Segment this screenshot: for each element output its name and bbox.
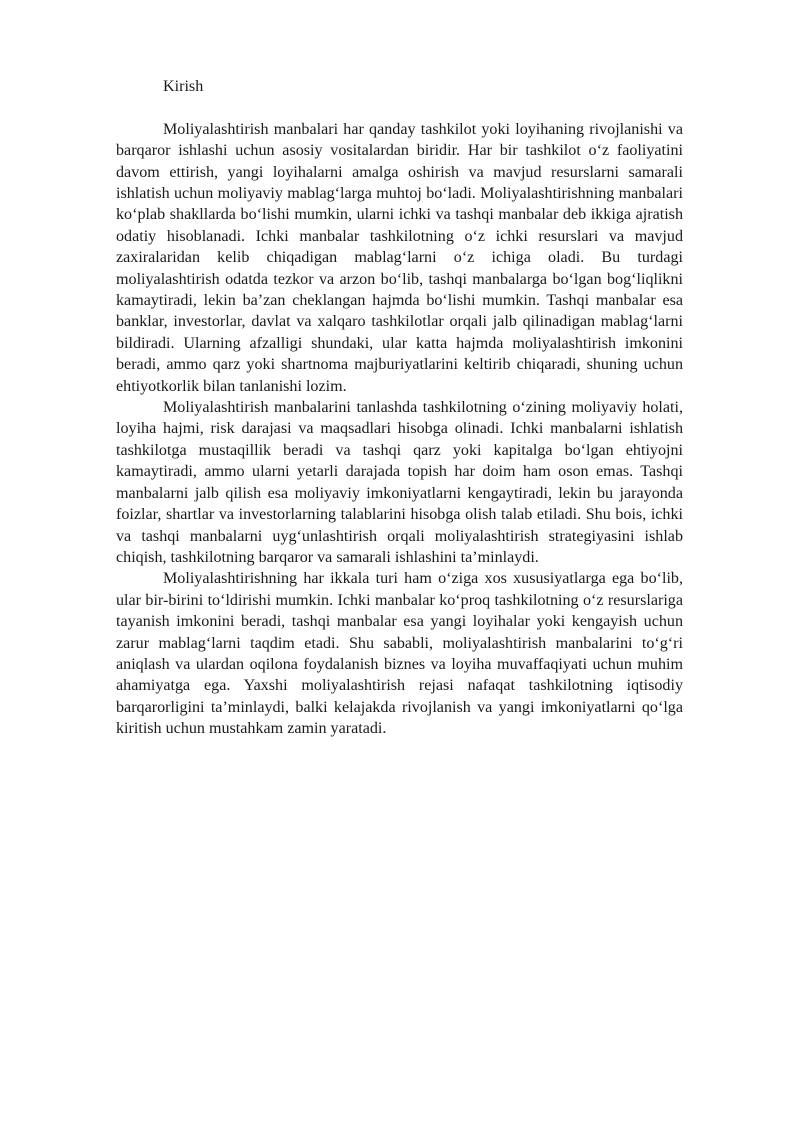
paragraph-1: Moliyalashtirish manbalari har qanday tashkilot yoki loyihaning rivojlanishi va barqaror ishlashi uchun asosiy vositalardan biridir. Har bir tashkilot o‘z faoliyatini davom ettirish, yangi loyihalarni amalga oshirish va mavjud resurslarni samarali ishlatish uchun moliyaviy mablag‘larga muhtoj bo‘ladi. Moliyalashtirishning manbalari ko‘plab shakllarda bo‘lishi mumkin, ularni ichki va tashqi manbalar deb ikkiga ajratish odatiy hisoblanadi. Ichki manbalar tashkilotning o‘z ichki resurslari va mavjud zaxiralaridan kelib chiqadigan mablag‘larni o‘z ichiga oladi. Bu turdagi moliyalashtirish odatda tezkor va arzon bo‘lib, tashqi manbalarga bo‘lgan bog‘liqlikni kamaytiradi, lekin ba’zan cheklangan hajmda bo‘lishi mumkin. Tashqi manbalar esa banklar, investorlar, davlat va xalqaro tashkilotlar orqali jalb qilinadigan mablag‘larni bildiradi. Ularning afzalligi shundaki, ular katta hajmda moliyalashtirish imkonini beradi, ammo qarz yoki shartnoma majburiyatlarini keltirib chiqaradi, shuning uchun ehtiyotkorlik bilan tanlanishi lozim. [116, 120, 683, 395]
section-heading: Kirish [163, 78, 204, 95]
paragraph-2: Moliyalashtirish manbalarini tanlashda tashkilotning o‘zining moliyaviy holati, loyiha hajmi, risk darajasi va maqsadlari hisobga olinadi. Ichki manbalarni ishlatish tashkilotga mustaqillik beradi va tashqi qarz yoki kapitalga bo‘lgan ehtiyojni kamaytiradi, ammo ularni yetarli darajada topish har doim ham oson emas. Tashqi manbalarni jalb qilish esa moliyaviy imkoniyatlarni kengaytiradi, lekin bu jarayonda foizlar, shartlar va investorlarning talablarini hisobga olish talab etiladi. Shu bois, ichki va tashqi manbalarni uyg‘unlashtirish orqali moliyalashtirish strategiyasini ishlab chiqish, tashkilotning barqaror va samarali ishlashini ta’minlaydi. [116, 399, 683, 566]
paragraph-3: Moliyalashtirishning har ikkala turi ham o‘ziga xos xususiyatlarga ega bo‘lib, ular bir-birini to‘ldirishi mumkin. Ichki manbalar ko‘proq tashkilotning o‘z resurslariga tayanish imkonini beradi, tashqi manbalar esa yangi loyihalar yoki kengayish uchun zarur mablag‘larni taqdim etadi. Shu sababli, moliyalashtirish manbalarini to‘g‘ri aniqlash va ulardan oqilona foydalanish biznes va loyiha muvaffaqiyati uchun muhim ahamiyatga ega. Yaxshi moliyalashtirish rejasi nafaqat tashkilotning iqtisodiy barqarorligini ta’minlaydi, balki kelajakda rivojlanish va yangi imkoniyatlarni qo‘lga kiritish uchun mustahkam zamin yaratadi. [116, 570, 683, 738]
document-page [116, 76, 683, 740]
